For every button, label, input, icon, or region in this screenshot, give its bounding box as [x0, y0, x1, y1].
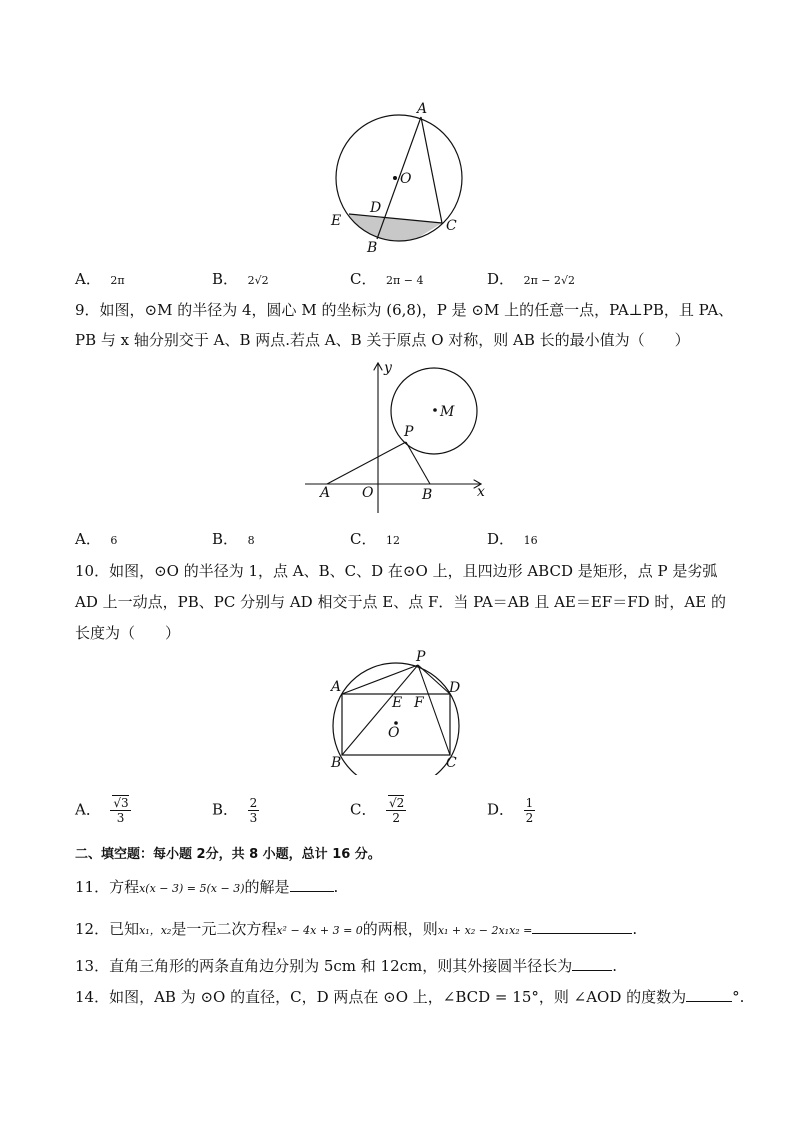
answer-blank[interactable]: [686, 987, 732, 1002]
answer-blank[interactable]: [290, 877, 334, 892]
label-b: B: [422, 487, 433, 503]
figure-q9-coordinate: [300, 358, 500, 518]
label-c: C: [446, 755, 457, 771]
q10-line1: 10．如图，⊙O 的半径为 1，点 A、B、C、D 在⊙O 上，且四边形 ABCD 是矩形，点 P 是劣弧: [75, 562, 718, 580]
answer-blank[interactable]: [572, 956, 612, 971]
q9-option-d: D． 16: [487, 530, 538, 548]
q11: 11．方程x(x − 3) = 5(x − 3)的解是 .: [75, 878, 339, 896]
q9-option-b: B． 8: [212, 530, 255, 548]
label-e: E: [331, 213, 342, 229]
q10-option-c: C． $\frac{√2}{2}$: [350, 796, 405, 825]
segment-pb: [406, 442, 430, 484]
q10-option-b: B． $\frac{2}{3}$: [212, 796, 258, 825]
q8-option-b: B． 2√2: [212, 270, 269, 288]
label-p: P: [404, 424, 414, 440]
center-dot: [393, 176, 397, 180]
segment-pa: [327, 442, 406, 484]
label-p: P: [416, 650, 426, 665]
q12: 12．已知x₁，x₂是一元二次方程x² − 4x + 3 = 0的两根，则x₁ + x₂ − 2x₁x₂ = .: [75, 920, 638, 938]
chord-ac: [421, 117, 442, 223]
label-a: A: [320, 485, 331, 501]
label-c: C: [446, 218, 457, 234]
section-heading-fill-in: 二、填空题：每小题 2分，共 8 小题，总计 16 分。: [75, 847, 381, 862]
label-m: M: [440, 404, 455, 420]
q9-option-a: A． 6: [75, 530, 118, 548]
q9-line2: PB 与 x 轴分别交于 A、B 两点.若点 A、B 关于原点 O 对称，则 AB 长的最小值为（ ）: [75, 331, 690, 349]
fraction: $\frac{√2}{2}$: [386, 796, 406, 825]
label-a: A: [417, 101, 428, 117]
label-a: A: [331, 679, 342, 695]
figure-q10-rectangle-circle: [326, 650, 471, 775]
label-y: y: [384, 360, 392, 376]
fraction: $\frac{√3}{3}$: [110, 796, 130, 825]
fraction: $\frac{1}{2}$: [525, 796, 534, 825]
q8-option-a: A． 2π: [75, 270, 125, 288]
q14: 14．如图，AB 为 ⊙O 的直径，C，D 两点在 ⊙O 上，∠BCD = 15°，则 ∠AOD 的度数为 °.: [75, 988, 745, 1006]
q10-line3: 长度为（ ）: [75, 624, 181, 642]
label-b: B: [367, 240, 378, 256]
q10-option-d: D． $\frac{1}{2}$: [487, 796, 534, 825]
label-f: F: [414, 695, 424, 711]
figure-q8-circle: [325, 95, 475, 260]
label-e: E: [392, 695, 403, 711]
q13: 13．直角三角形的两条直角边分别为 5cm 和 12cm，则其外接圆半径长为 .: [75, 957, 618, 975]
label-o: O: [400, 171, 412, 187]
circle-o: [333, 663, 459, 775]
q10-option-a: A． $\frac{√3}{3}$: [75, 796, 129, 825]
q9-option-c: C． 12: [350, 530, 401, 548]
label-d: D: [449, 680, 461, 696]
q9-line1: 9．如图，⊙M 的半径为 4，圆心 M 的坐标为 (6,8)，P 是 ⊙M 上的任意一点，PA⊥PB，且 PA、: [75, 301, 734, 319]
center-m-dot: [433, 408, 437, 412]
fraction: $\frac{2}{3}$: [249, 796, 258, 825]
segment-pb: [342, 665, 418, 755]
answer-blank[interactable]: [532, 919, 632, 934]
q8-option-d: D． 2π − 2√2: [487, 270, 576, 288]
label-x: x: [477, 484, 485, 500]
label-b: B: [331, 755, 342, 771]
q8-option-c: C． 2π − 4: [350, 270, 424, 288]
label-o: O: [362, 485, 374, 501]
label-o: O: [388, 725, 400, 741]
q10-line2: AD 上一动点，PB、PC 分别与 AD 相交于点 E、点 F．当 PA＝AB 且 AE＝EF＝FD 时，AE 的: [75, 593, 726, 611]
label-d: D: [370, 200, 382, 216]
